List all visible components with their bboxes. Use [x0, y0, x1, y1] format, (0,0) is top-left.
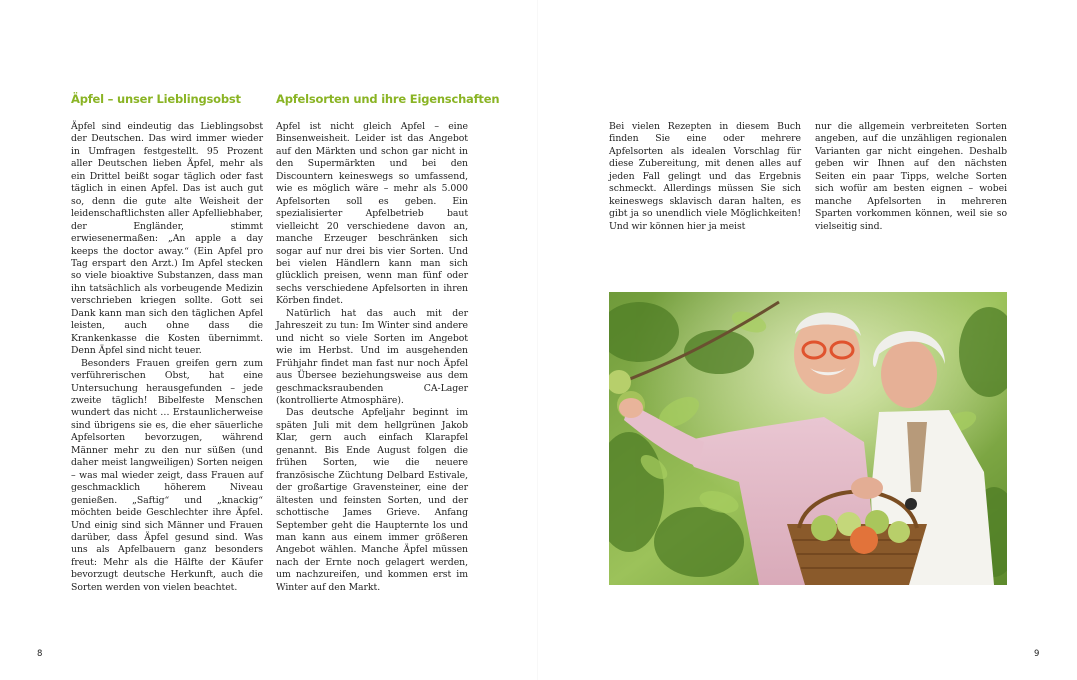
page-number-right: 9: [1034, 649, 1040, 659]
paragraph: Das deutsche Apfeljahr beginnt im späten Juli mit dem hellgrünen Jakob Klar, gern auch einfach Klarapfel genannt. Bis Ende August folgen die frühen Sorten, wie die neuere französische Züchtung Delbard Estivale, der großartige Gravensteiner, eine der ältesten und feinsten Sorten, und der schottische James Grieve. Anfang September geht die Haupternte los und man kann aus einem immer größeren Angebot wählen. Manche Äpfel müssen nach der Ernte noch gelagert werden, um nachzureifen, und kommen erst im Winter auf den Markt.: [276, 407, 468, 593]
column-1: [71, 121, 263, 594]
heading-lieblingsobst: Äpfel – unser Lieblingsobst: [71, 92, 241, 106]
photo-couple-apple-orchard: [609, 292, 1007, 585]
page-number-left: 8: [37, 649, 43, 659]
paragraph: Äpfel sind eindeutig das Lieblingsobst der Deutschen. Das wird immer wieder in Umfragen festgestellt. 95 Prozent aller Deutschen lieben Äpfel, mehr als ein Drittel beißt sogar täglich oder fast täglich in einen Apfel. Das ist auch gut so, denn die gute alte Weisheit der leidenschaftlichsten aller Apfelliebhaber, der Engländer, stimmt erwiesenermaßen: „An apple a day keeps the doctor away.“ (Ein Apfel pro Tag erspart den Arzt.) Im Apfel stecken so viele bioaktive Substanzen, dass man ihn tatsächlich als vorbeugende Medizin verschrieben kriegen sollte. Gott sei Dank kann man sich den täglichen Apfel leisten, auch ohne dass die Krankenkasse die Kosten übernimmt. Denn Äpfel sind nicht teuer.: [71, 121, 263, 357]
column-2: [276, 121, 468, 594]
column-4: [815, 121, 1007, 233]
paragraph: Besonders Frauen greifen gern zum verführerischen Obst, hat eine Untersuchung herausgefunden – jede zweite täglich! Bibelfeste Menschen wundert das nicht … Erstaunlicherweise sind übrigens sie es, die eher säuerliche Apfelsorten bevorzugen, während Männer mehr zu den nur süßen (und daher meist langweiligen) Sorten neigen – was mal wieder zeigt, dass Frauen auf geschmacklich höherem Niveau genießen. „Saftig“ und „knackig“ möchten beide Geschlechter ihre Äpfel. Und einig sind sich Männer und Frauen darüber, dass Äpfel gesund sind. Was uns als Apfelbauern ganz besonders freut: Mehr als die Hälfte der Käufer bevorzugt deutsche Herkunft, auch die Sorten werden von vielen beachtet.: [71, 357, 263, 593]
paragraph: nur die allgemein verbreiteten Sorten angeben, auf die unzähligen regionalen Varianten gar nicht eingehen. Deshalb geben wir Ihnen auf den nächsten Seiten ein paar Tipps, welche Sorten sich wofür am besten eignen – wobei manche Apfelsorten in mehreren Sparten vorkommen können, weil sie so vielseitig sind.: [815, 121, 1007, 232]
paragraph: Bei vielen Rezepten in diesem Buch finden Sie eine oder mehrere Apfelsorten als idealen Vorschlag für diese Zubereitung, mit denen alles auf jeden Fall gelingt und das Ergebnis schmeckt. Allerdings müssen Sie sich keineswegs sklavisch daran halten, es gibt ja so unendlich viele Möglichkeiten! Und wir können hier ja meist: [609, 121, 801, 232]
paragraph: Natürlich hat das auch mit der Jahreszeit zu tun: Im Winter sind andere und nicht so viele Sorten im Angebot wie im Herbst. Und im ausgehenden Frühjahr findet man fast nur noch Äpfel aus Übersee beziehungsweise aus dem geschmacksraubenden CA-Lager (kontrollierte Atmosphäre).: [276, 307, 468, 406]
left-page: [0, 0, 538, 680]
heading-apfelsorten: Apfelsorten und ihre Eigenschaften: [276, 92, 500, 106]
column-3: [609, 121, 801, 233]
paragraph: Apfel ist nicht gleich Apfel – eine Binsenweisheit. Leider ist das Angebot auf den Märkten und schon gar nicht in den Supermärkten und bei den Discountern keineswegs so umfassend, wie es möglich wäre – mehr als 5.000 Apfelsorten soll es geben. Ein spezialisierter Apfelbetrieb baut vielleicht 20 verschiedene davon an, manche Erzeuger beschränken sich sogar auf nur drei bis vier Sorten. Und bei vielen Händlern kann man sich glücklich preisen, wenn man fünf oder sechs verschiedene Apfelsorten in ihren Körben findet.: [276, 121, 468, 307]
